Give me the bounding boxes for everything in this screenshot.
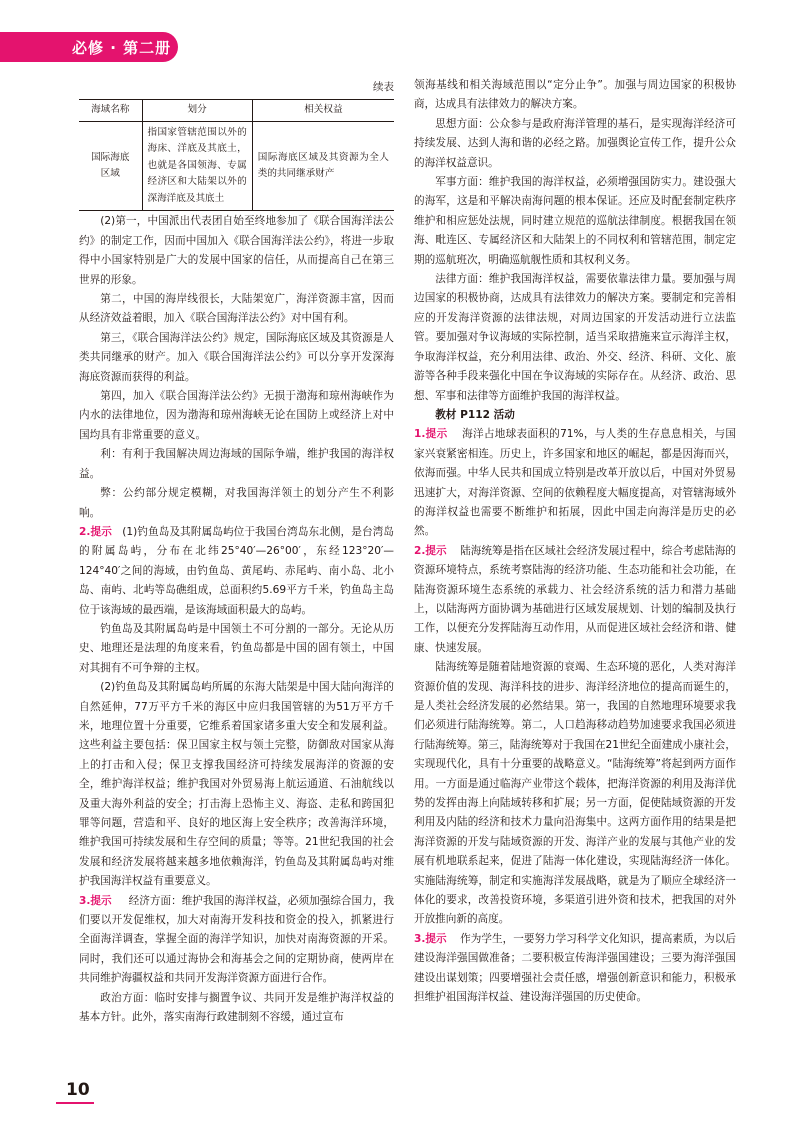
paragraph: 第三，《联合国海洋法公约》规定，国际海底区域及其资源是人类共同继承的财产。加入《联合国海洋法公约》可以分享开发深海海底资源而获得的利益。 [79,331,394,383]
book-volume-title: 必修 · 第二册 [72,39,172,57]
table-header-cell: 相关权益 [252,100,394,122]
table-header-cell: 划分 [142,100,252,122]
activity-item-1 [414,425,736,541]
tip-label: 3.提示 [79,894,112,907]
paragraph-text: (1)钓鱼岛及其附属岛屿位于我国台湾岛东北侧，是台湾岛的附属岛屿，分布在北纬25°40′—26°00′，东经123°20′—124°40′之间的海域，由钓鱼岛、黄尾屿、赤尾屿、南小岛、北小岛、南屿、北屿等岛礁组成，总面积约5.69平方千米，钓鱼岛主岛位于该海域的最西端，是该海域面积最大的岛屿。 [79,525,394,616]
activity-item-3 [414,930,736,1008]
table-continued-label: 续表 [373,81,394,93]
activity-item-2 [414,542,736,658]
page-number: 10 [66,1080,90,1100]
tip-label: 2.提示 [79,525,112,538]
answer-item-3 [79,892,394,989]
left-column [79,78,394,1027]
table-cell-division: 指国家管辖范围以外的海床、洋底及其底土，也就是各国领海、专属经济区和大陆架以外的深海洋底及其底土 [142,121,252,211]
right-column [414,76,736,1008]
paragraph: 政治方面：临时安排与搁置争议、共同开发是维护海洋权益的基本方针。此外，落实南海行政建制刻不容缓，通过宣布 [79,991,394,1024]
table-cell-rights: 国际海底区域及其资源为全人类的共同继承财产 [252,121,394,211]
paragraph: 法律方面：维护我国海洋权益，需要依靠法律力量。要加强与周边国家的积极协商，达成具有法律效力的解决方案。要制定和完善相应的开发海洋资源的法律法规，对周边国家的开发活动进行立法监管。要加强对争议海域的实际控制，适当采取措施来宣示海洋主权，争取海洋权益，充分利用法律、政治、外交、经济、科研、文化、旅游等各种手段来强化中国在争议海域的实际存在。从经济、政治、思想、军事和法律等方面维护我国的海洋权益。 [414,273,736,402]
paragraph-text: 经济方面：维护我国的海洋权益，必须加强综合国力，我们要以开发促维权，加大对南海开发科技和资金的投入，抓紧进行全面海洋调查，掌握全面的海洋学知识，加快对南海资源的开采。同时，我们还可以通过海协会和海基会之间的定期协商，使两岸在共同维护海疆权益和共同开发海洋资源方面进行合作。 [79,894,394,985]
activity-heading: 教材 P112 活动 [435,408,515,421]
paragraph: (2)第一，中国派出代表团自始至终地参加了《联合国海洋法公约》的制定工作，因而中国加入《联合国海洋法公约》，将进一步取得中小国家特别是广大的发展中国家的信任，从而提高自己在第三世界的形象。 [79,215,394,286]
paragraph: 弊：公约部分规定模糊，对我国海洋领土的划分产生不利影响。 [79,487,394,519]
paragraph-text: 作为学生，一要努力学习科学文化知识，提高素质，为以后建设海洋强国做准备；二要积极宣传海洋强国建设；三要为海洋强国建设出谋划策；四要增强社会责任感，增强创新意识和能力，积极承担维护祖国海洋权益、建设海洋强国的历史使命。 [414,932,736,1004]
table-header-row [79,100,394,122]
paragraph: 第四，加入《联合国海洋法公约》无损于渤海和琼州海峡作为内水的法律地位，因为渤海和琼州海峡无论在国防上或经济上对中国均具有非常重要的意义。 [79,390,394,441]
paragraph: 第二，中国的海岸线很长，大陆架宽广，海洋资源丰富，因而从经济效益着眼，加入《联合国海洋法公约》对中国有利。 [79,293,394,325]
paragraph-text: 陆海统筹是指在区域社会经济发展过程中，综合考虑陆海的资源环境特点，系统考察陆海的经济功能、生态功能和社会功能，在陆海资源环境生态系统的承载力、社会经济系统的活力和潜力基础上，以陆海两方面协调为基础进行区域发展规划、计划的编制及执行工作，以便充分发挥陆海互动作用，从而促进区域社会经济和谐、健康、快速发展。 [414,544,736,654]
table-cell-area-name: 国际海底区域 [91,151,130,180]
tip-label: 1.提示 [414,428,448,441]
tip-label: 2.提示 [414,544,447,557]
paragraph: 利：有利于我国解决周边海域的国际争端，维护我国的海洋权益。 [79,448,394,480]
answer-item-2 [79,523,394,620]
paragraph-text: 海洋占地球表面积的71%，与人类的生存息息相关，与国家兴衰紧密相连。历史上，许多国家和地区的崛起，都是因海而兴，依海而强。中华人民共和国成立特别是改革开放以后，中国对外贸易迅速扩大，对海洋资源、空间的依赖程度大幅度提高，对管辖海域外的海洋权益也需要不断维护和拓展，因此中国走向海洋是历史的必然。 [414,428,736,538]
paragraph: (2)钓鱼岛及其附属岛屿所属的东海大陆架是中国大陆向海洋的自然延伸，77万平方千米的海区中应归我国管辖的为51万平方千米，地理位置十分重要，它维系着国家诸多重大安全和发展利益。这些利益主要包括：保卫国家主权与领土完整，防御敌对国家从海上的打击和入侵；保卫支撑我国经济可持续发展海洋的资源的安全，维护海洋权益；维护我国对外贸易海上航运通道、石油航线以及重大海外利益的安全；打击海上恐怖主义、海盗、走私和跨国犯罪等问题，营造和平、良好的地区海上安全秩序；改善海洋环境，维护我国可持续发展和生存空间的质量；等等。21世纪我国的社会发展和经济发展将越来越多地依赖海洋，钓鱼岛及其附属岛屿对维护我国海洋权益有重要意义。 [79,681,394,888]
table-row [79,121,394,211]
paragraph: 陆海统筹是随着陆地资源的衰竭、生态环境的恶化，人类对海洋资源价值的发现、海洋科技的进步、海洋经济地位的提高而诞生的，是人类社会经济发展的必然结果。第一，我国的自然地理环境要求我们必须进行陆海统筹。第二，人口趋海移动趋势加速要求我国必须进行陆海统筹。第三，陆海统筹对于我国在21世纪全面建成小康社会，实现现代化，具有十分重要的战略意义。“陆海统筹”将起到两方面作用。一方面是通过临海产业带这个载体，把海洋资源的利用及海洋优势的发挥由海上向陆域转移和扩展；另一方面，促使陆域资源的开发利用及内陆的经济和技术力量向沿海集中。这两方面作用的结果是把海洋资源的开发与陆域资源的开发、海洋产业的发展与其他产业的发展有机地联系起来，促进了陆海一体化建设，实现陆海经济一体化。实施陆海统筹，制定和实施海洋发展战略，就是为了顺应全球经济一体化的要求，改善投资环境，多渠道引进外资和技术，把我国的对外开放推向新的高度。 [414,661,736,926]
table-header-cell: 海域名称 [79,100,142,122]
page-number-underline [56,1102,94,1104]
paragraph: 军事方面：维护我国的海洋权益，必须增强国防实力。建设强大的海军，这是和平解决南海问题的根本保证。还应及时配套制定秩序维护和相应惩处法规，同时建立规范的巡航法律制度。根据我国在领海、毗连区、专属经济区和大陆架上的不同权利和管辖范围，制定定期的巡航班次，明确巡航舰性质和其权利义务。 [414,176,736,266]
paragraph: 领海基线和相关海域范围以“定分止争”。加强与周边国家的积极协商，达成具有法律效力的解决方案。 [414,79,736,111]
paragraph: 思想方面：公众参与是政府海洋管理的基石，是实现海洋经济可持续发展、达到人海和谐的必经之路。加强舆论宣传工作，提升公众的海洋权益意识。 [414,117,736,169]
sea-area-table [79,99,394,211]
paragraph: 钓鱼岛及其附属岛屿是中国领土不可分割的一部分。无论从历史、地理还是法理的角度来看，钓鱼岛都是中国的固有领土，中国对其拥有不可争辩的主权。 [79,622,394,674]
tip-label: 3.提示 [414,932,447,945]
